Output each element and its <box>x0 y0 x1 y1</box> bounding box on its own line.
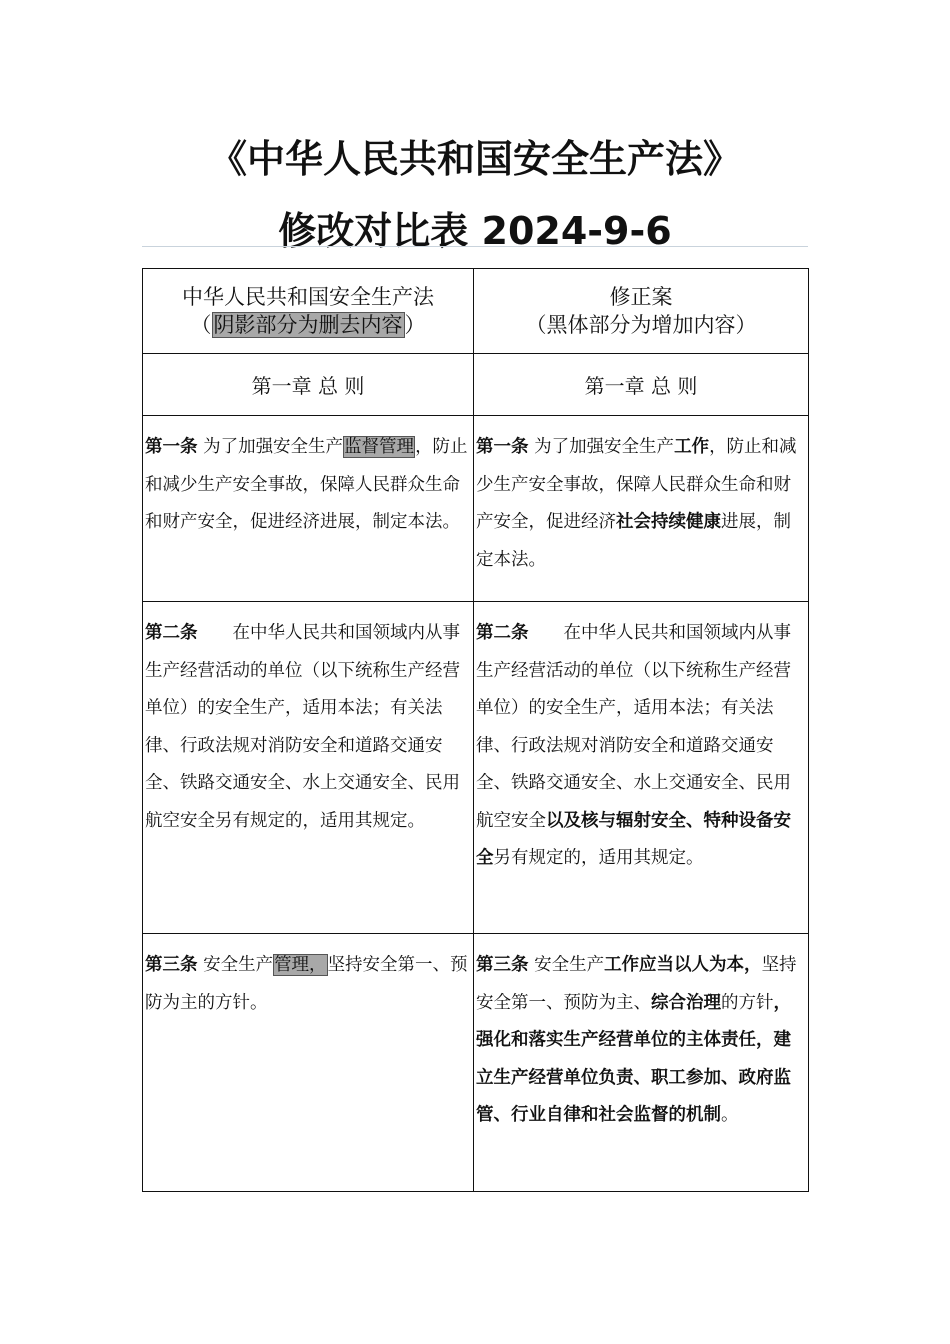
article-text: 另有规定的，适用其规定。 <box>493 848 704 868</box>
article-text: 进展，制定本法。 <box>476 512 791 570</box>
article-text: 在中华人民共和国领域内从事生产经营活动的单位（以下统称生产经营单位）的安全生产，适用本法；有关法律、行政法规对消防安全和道路交通安全、铁路交通安全、水上交通安全、民用航空安全另有规定的，适用其规定。 <box>145 623 460 831</box>
paren-open: （ <box>190 313 212 337</box>
article-2-original <box>143 602 474 934</box>
table-row <box>143 416 809 602</box>
header-amendment-note: （黑体部分为增加内容） <box>525 313 757 337</box>
article-1-amendment <box>474 416 809 602</box>
header-amendment <box>474 269 809 354</box>
article-text: 坚持安全第一、预防为主、 <box>476 955 797 1013</box>
article-text: 安全生产 <box>528 955 605 975</box>
document-title: 《中华人民共和国安全生产法》 <box>208 137 741 181</box>
article-3-amendment <box>474 934 809 1192</box>
shaded-note: 阴影部分为删去内容 <box>213 313 403 337</box>
article-text: 的方针 <box>721 992 774 1013</box>
article-text: 坚持安全第一、预防为主的方针。 <box>145 955 468 1013</box>
article-text: ，防止和减少生产安全事故，保障人民群众生命和财产安全，促进经济进展，制定本法。 <box>145 437 468 532</box>
chapter-amendment: 第一章 总 则 <box>474 354 809 416</box>
document-subtitle: 修改对比表 2024-9-6 <box>278 209 672 253</box>
article-text: 为了加强安全生产 <box>528 437 675 457</box>
header-original-title: 中华人民共和国安全生产法 <box>182 285 434 309</box>
article-label: 第二条 <box>476 623 529 643</box>
header-original-note <box>143 311 473 339</box>
comparison-table <box>142 268 809 1192</box>
header-original-law <box>143 269 474 354</box>
paren-close: ） <box>404 313 426 337</box>
title-divider <box>142 246 808 247</box>
header-amendment-title: 修正案 <box>609 285 673 309</box>
added-text: ，强化和落实生产经营单位的主体责任，建立生产经营单位负责、职工参加、政府监管、行业自律和社会监督的机制 <box>476 992 791 1125</box>
article-text: ，防止和减少生产安全事故，保障人民群众生命和财产安全，促进经济 <box>476 437 797 532</box>
added-text: 工作 <box>674 437 710 457</box>
deleted-text: 管理， <box>274 955 327 975</box>
added-text: 社会持续健康 <box>616 512 721 532</box>
article-3-original <box>143 934 474 1192</box>
article-label: 第三条 <box>145 955 198 975</box>
added-text: 工作应当以人为本， <box>604 955 762 975</box>
article-text: 为了加强安全生产 <box>197 437 344 457</box>
table-row <box>143 602 809 934</box>
article-label: 第三条 <box>476 955 529 975</box>
article-1-original <box>143 416 474 602</box>
table-row <box>143 934 809 1192</box>
chapter-original: 第一章 总 则 <box>143 354 474 416</box>
added-text: 综合治理 <box>651 992 721 1013</box>
article-text: 在中华人民共和国领域内从事生产经营活动的单位（以下统称生产经营单位）的安全生产，适用本法；有关法律、行政法规对消防安全和道路交通安全、铁路交通安全、水上交通安全、民用航空安全 <box>476 623 791 831</box>
article-label: 第一条 <box>476 437 529 457</box>
deleted-text: 监督管理 <box>344 437 415 457</box>
table-header-row <box>143 269 809 354</box>
article-label: 第一条 <box>145 437 198 457</box>
chapter-row <box>143 354 809 416</box>
added-text: 以及核与辐射安全、特种设备安全 <box>476 810 791 868</box>
article-2-amendment <box>474 602 809 934</box>
article-label: 第二条 <box>145 623 198 643</box>
article-text: 安全生产 <box>197 955 274 975</box>
article-text: 。 <box>721 1105 739 1125</box>
